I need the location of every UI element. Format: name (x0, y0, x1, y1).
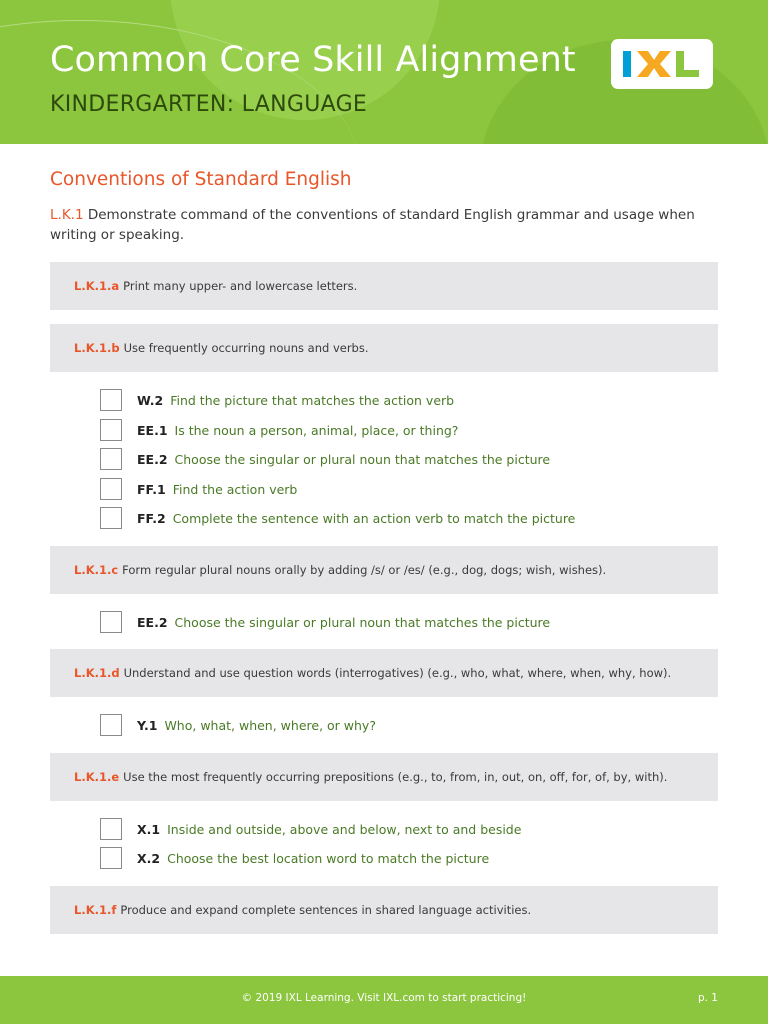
skill-checkbox[interactable] (100, 507, 122, 529)
standard-text: Use frequently occurring nouns and verbs. (123, 341, 369, 355)
standard-text: Form regular plural nouns orally by adding /s/ or /es/ (e.g., dog, dogs; wish, wishes). (122, 563, 607, 577)
standard-code: L.K.1.c (74, 563, 119, 577)
skill-checkbox[interactable] (100, 448, 122, 470)
skill-checkbox[interactable] (100, 419, 122, 441)
standard-code: L.K.1.a (74, 279, 120, 293)
skill-item (100, 610, 550, 634)
skill-code: X.1 (137, 821, 161, 837)
skill-link[interactable]: Find the picture that matches the action verb (170, 392, 455, 408)
page-header (0, 0, 768, 144)
ixl-logo-mark (623, 49, 701, 79)
skill-item (100, 477, 297, 501)
skill-code: EE.2 (137, 451, 168, 467)
standard-code: L.K.1.b (74, 341, 120, 355)
standard-box-lk1d (50, 649, 718, 697)
ixl-logo[interactable] (611, 39, 713, 89)
skill-link[interactable]: Choose the singular or plural noun that matches the picture (174, 614, 551, 630)
skill-checkbox[interactable] (100, 714, 122, 736)
standard-code: L.K.1.f (74, 903, 117, 917)
page-subtitle: KINDERGARTEN: LANGUAGE (50, 92, 368, 117)
skill-link[interactable]: Who, what, when, where, or why? (164, 717, 376, 733)
skill-item (100, 713, 376, 737)
skill-item (100, 447, 550, 471)
standard-text: Use the most frequently occurring prepositions (e.g., to, from, in, out, on, off, for, of, by, with). (123, 770, 668, 784)
standard-code: L.K.1.d (74, 666, 120, 680)
skill-item (100, 817, 521, 841)
skill-code: Y.1 (137, 717, 158, 733)
skill-code: FF.2 (137, 510, 166, 526)
skill-item (100, 418, 458, 442)
skill-item (100, 388, 454, 412)
section-title: Conventions of Standard English (50, 169, 352, 190)
page-footer (0, 976, 768, 1024)
skill-checkbox[interactable] (100, 478, 122, 500)
standard-box-lk1e (50, 753, 718, 801)
skill-link[interactable]: Inside and outside, above and below, next to and beside (167, 821, 522, 837)
skill-code: EE.2 (137, 614, 168, 630)
intro-standard-code: L.K.1 (50, 207, 84, 223)
skill-code: EE.1 (137, 422, 168, 438)
standard-text: Produce and expand complete sentences in shared language activities. (120, 903, 532, 917)
skill-code: W.2 (137, 392, 164, 408)
skill-link[interactable]: Find the action verb (172, 481, 298, 497)
skill-code: X.2 (137, 850, 161, 866)
skill-checkbox[interactable] (100, 818, 122, 840)
page-number: p. 1 (697, 992, 718, 1004)
standard-code: L.K.1.e (74, 770, 120, 784)
skill-checkbox[interactable] (100, 611, 122, 633)
standard-box-lk1a (50, 262, 718, 310)
footer-copyright[interactable]: © 2019 IXL Learning. Visit IXL.com to start practicing! (241, 992, 527, 1004)
skill-item (100, 506, 575, 530)
intro-standard-text: Demonstrate command of the conventions of standard English grammar and usage when writing or speaking. (50, 207, 695, 243)
standard-box-lk1b (50, 324, 718, 372)
standard-box-lk1c (50, 546, 718, 594)
skill-checkbox[interactable] (100, 389, 122, 411)
skill-checkbox[interactable] (100, 847, 122, 869)
standard-text: Understand and use question words (interrogatives) (e.g., who, what, where, when, why, how). (123, 666, 672, 680)
skill-link[interactable]: Complete the sentence with an action verb to match the picture (172, 510, 576, 526)
standard-intro (50, 205, 720, 245)
skill-link[interactable]: Is the noun a person, animal, place, or thing? (174, 422, 459, 438)
skill-link[interactable]: Choose the singular or plural noun that matches the picture (174, 451, 551, 467)
standard-box-lk1f (50, 886, 718, 934)
skill-item (100, 846, 489, 870)
page-title: Common Core Skill Alignment (50, 40, 576, 80)
skill-code: FF.1 (137, 481, 166, 497)
skill-link[interactable]: Choose the best location word to match the picture (167, 850, 490, 866)
standard-text: Print many upper- and lowercase letters. (123, 279, 358, 293)
